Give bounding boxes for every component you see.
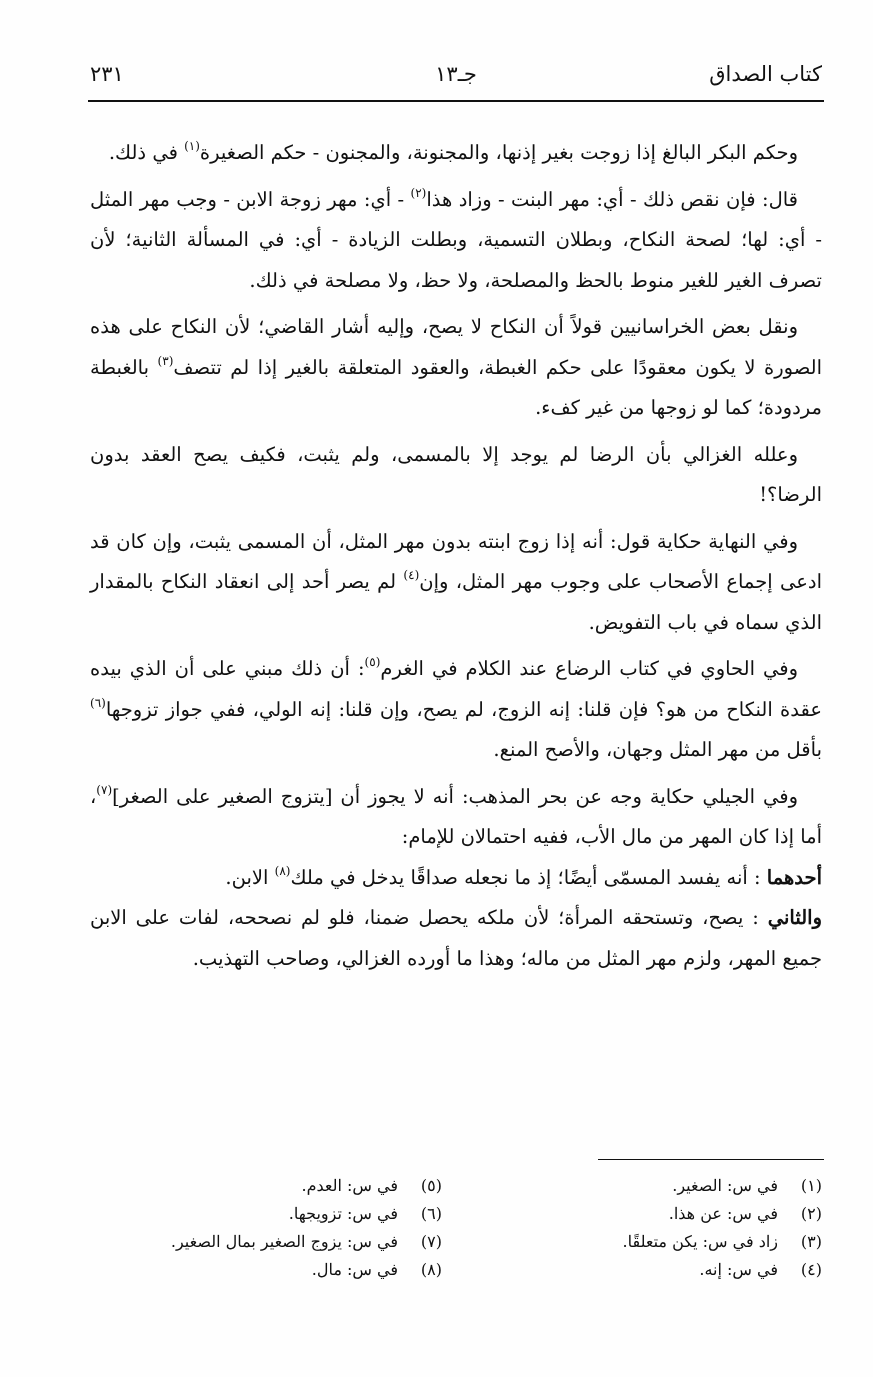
page-header	[90, 62, 822, 102]
footnote-text: في س: الصغير.	[672, 1176, 778, 1195]
footnotes	[90, 1172, 822, 1312]
footnote-ref: (٧)	[96, 782, 113, 797]
option-paragraph: أحدهما : أنه يفسد المسمّى أيضًا؛ إذ ما نجعله صداقًا يدخل في ملك$^{(٨)}$ الابن.	[225, 863, 822, 889]
option-lead: والثاني	[767, 906, 822, 929]
paragraph: وفي النهاية حكاية قول: أنه إذا زوج ابنته بدون مهر المثل، أن المسمى يثبت، وإن كان قد ادعى إجماع الأصحاب على وجوب مهر المثل، وإن$^{(٤)}$ لم يصر أحد إلى انعقاد النكاح بالمقدار الذي سماه في باب التفويض.	[90, 529, 822, 634]
footnote-separator	[598, 1159, 824, 1160]
footnote-ref: (٤)	[403, 568, 420, 582]
footnote	[90, 1256, 442, 1284]
footnote	[462, 1172, 822, 1200]
footnote-number: (٢)	[800, 1204, 822, 1223]
footnote	[90, 1172, 442, 1200]
paragraph: ونقل بعض الخراسانيين قولاً أن النكاح لا يصح، وإليه أشار القاضي؛ لأن النكاح على هذه الصورة لا يكون معقودًا على حكم الغبطة، والعقود المتعلقة بالغير إذا لم تتصف$^{(٣)}$ بالغبطة مردودة؛ كما لو زوجها من غير كفء.	[90, 315, 822, 419]
footnote	[462, 1228, 822, 1256]
footnote-text: في س: العدم.	[301, 1176, 398, 1195]
footnote	[90, 1228, 442, 1256]
footnote-number: (٣)	[800, 1232, 822, 1251]
footnote-ref: (٥)	[364, 655, 381, 669]
footnote-number: (٨)	[420, 1260, 442, 1279]
paragraph: وعلله الغزالي بأن الرضا لم يوجد إلا بالمسمى، ولم يثبت، فكيف يصح العقد بدون الرضا؟!	[90, 442, 822, 506]
running-title: كتاب الصداق	[709, 62, 822, 86]
footnote	[90, 1200, 442, 1228]
footnote-ref: (٦)	[90, 695, 106, 710]
footnote-text: في س: مال.	[311, 1260, 398, 1279]
footnote-column	[90, 1172, 442, 1284]
footnote-text: في س: يزوج الصغير بمال الصغير.	[170, 1232, 398, 1251]
option-paragraph: والثاني : يصح، وتستحقه المرأة؛ لأن ملكه يحصل ضمنا، فلو لم نصححه، لفات على الابن جميع المهر، ولزم مهر المثل من ماله؛ وهذا ما أورده الغزالي، وصاحب التهذيب.	[90, 906, 822, 970]
paragraph: وفي الحاوي في كتاب الرضاع عند الكلام في الغرم$^{(٥)}$: أن ذلك مبني على أن الذي بيده عقدة النكاح من هو؟ فإن قلنا: إنه الزوج، لم يصح، وإن قلنا: إنه الولي، ففي جواز تزوجها$^{(٦)}$ بأقل من مهر المثل وجهان، والأصح المنع.	[90, 655, 822, 761]
footnote	[462, 1200, 822, 1228]
footnote-text: في س: عن هذا.	[668, 1204, 778, 1223]
paragraph: وحكم البكر البالغ إذا زوجت بغير إذنها، والمجنونة، والمجنون - حكم الصغيرة$^{(١)}$ في ذلك.	[108, 139, 798, 164]
option-lead: أحدهما	[766, 865, 822, 889]
footnote	[462, 1256, 822, 1284]
paragraph: قال: فإن نقص ذلك - أي: مهر البنت - وزاد هذا$^{(٢)}$ - أي: مهر زوجة الابن - وجب مهر المثل - أي: لها؛ لصحة النكاح، وبطلان التسمية، وبطلت الزيادة - أي: في المسألة الثانية؛ لأن تصرف الغير للغير منوط بالحظ والمصلحة، ولا حظ، ولا مصلحة في ذلك.	[90, 185, 822, 292]
page-number: ٢٣١	[90, 62, 124, 86]
footnote-text: في س: إنه.	[699, 1260, 778, 1279]
footnote-number: (٧)	[420, 1232, 442, 1251]
footnote-number: (١)	[800, 1176, 822, 1195]
footnote-column	[462, 1172, 822, 1284]
main-text	[90, 133, 822, 979]
footnote-ref: (١)	[184, 139, 200, 153]
paragraph: وفي الجيلي حكاية وجه عن بحر المذهب: أنه لا يجوز أن [يتزوج الصغير على الصغر]$^{(٧)}$، أما إذا كان المهر من مال الأب، ففيه احتمالان للإمام:	[90, 782, 822, 848]
footnote-number: (٤)	[800, 1260, 822, 1279]
footnote-number: (٥)	[420, 1176, 442, 1195]
footnote-ref: (٣)	[157, 353, 174, 368]
header-rule	[88, 100, 824, 102]
volume-label: جـ١٣	[435, 62, 477, 86]
footnote-ref: (٨)	[274, 863, 291, 878]
footnote-text: في س: تزويجها.	[288, 1204, 398, 1223]
footnote-ref: (٢)	[410, 185, 427, 200]
footnote-text: زاد في س: يكن متعلقًا.	[622, 1232, 778, 1251]
footnote-number: (٦)	[420, 1204, 442, 1223]
